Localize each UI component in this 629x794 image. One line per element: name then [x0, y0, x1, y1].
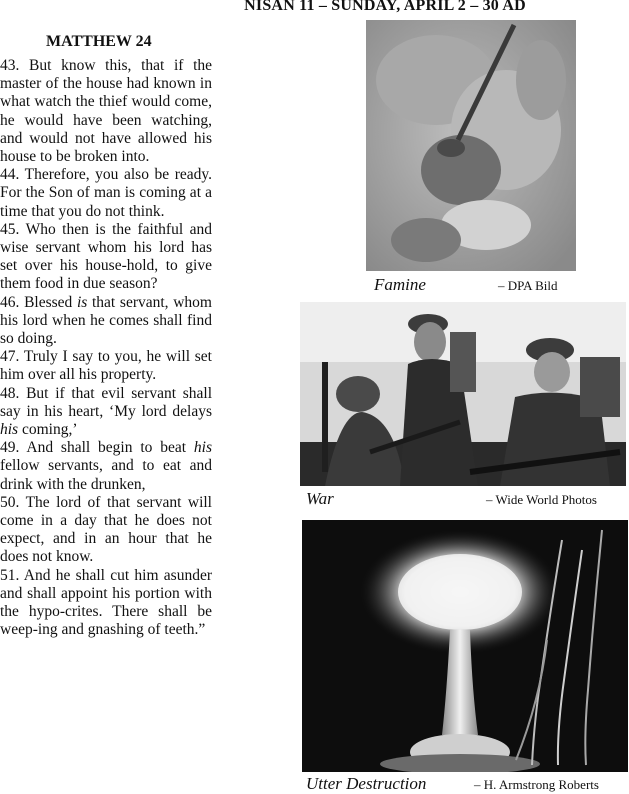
verse-number: 43.	[0, 57, 20, 74]
verse-number: 46.	[0, 293, 20, 311]
destruction-credit: – H. Armstrong Roberts	[474, 777, 599, 792]
verse-number: 50.	[0, 493, 20, 511]
verse-text: Therefore, you also be ready. For the Son of man is coming at a time that you do not think.	[0, 166, 212, 220]
atomic-explosion-photo	[302, 520, 628, 772]
verse-number: 45.	[0, 220, 20, 238]
verse-text: And he shall cut him asunder and shall appoint his portion with the hypo-crites. There shall be weep-ing and gnashing of teeth.”	[0, 566, 212, 639]
verse-text: But if that evil servant shall say in his heart, ‘My lord delays	[0, 384, 213, 420]
verse-number: 44.	[0, 166, 20, 184]
verse-number: 49.	[0, 439, 20, 457]
verse-text: that servant, whom his lord when he comes shall find so doing.	[0, 293, 212, 348]
page-header: NISAN 11 – SUNDAY, APRIL 2 – 30 AD	[244, 0, 526, 14]
famine-credit: – DPA Bild	[498, 278, 558, 293]
verse-number: 51.	[0, 566, 20, 584]
verse-text: The lord of that servant will come in a day that he does not expect, and in an hour that he does not know.	[0, 493, 212, 566]
war-photo	[300, 302, 626, 486]
destruction-caption: Utter Destruction	[306, 774, 427, 793]
verse	[0, 57, 212, 166]
famine-photo	[366, 20, 576, 271]
verse-text: And shall begin to beat	[26, 439, 194, 457]
verse-italic-word: is	[76, 293, 88, 311]
verse-text: Blessed	[24, 293, 77, 311]
verse-italic-word: his	[0, 421, 19, 439]
verse	[0, 567, 212, 640]
famine-caption: Famine	[374, 275, 426, 294]
chapter-title: MATTHEW 24	[46, 33, 152, 50]
verse-text: fellow servants, and to eat and drink with the drunken,	[0, 457, 212, 493]
verse-list	[0, 57, 212, 640]
verse-text: coming,’	[18, 421, 78, 439]
war-credit: – Wide World Photos	[486, 492, 597, 507]
verse	[0, 294, 212, 349]
verse-text: But know this, that if the master of the house had known in what watch the thief would come, he would have been watching, and would not have allowed his house to be broken into.	[0, 57, 213, 166]
war-caption: War	[306, 489, 334, 508]
verse-text: Who then is the faithful and wise servant whom his lord has set over his house-hold, to give them food in due season?	[0, 220, 212, 293]
verse-text: Truly I say to you, he will set him over all his property.	[0, 348, 212, 384]
verse	[0, 221, 212, 294]
verse	[0, 166, 212, 221]
verse-italic-word: his	[193, 439, 212, 457]
verse-number: 47.	[0, 348, 20, 366]
verse	[0, 385, 212, 440]
verse	[0, 439, 212, 494]
verse	[0, 494, 212, 567]
verse-number: 48.	[0, 384, 20, 402]
verse	[0, 348, 212, 384]
